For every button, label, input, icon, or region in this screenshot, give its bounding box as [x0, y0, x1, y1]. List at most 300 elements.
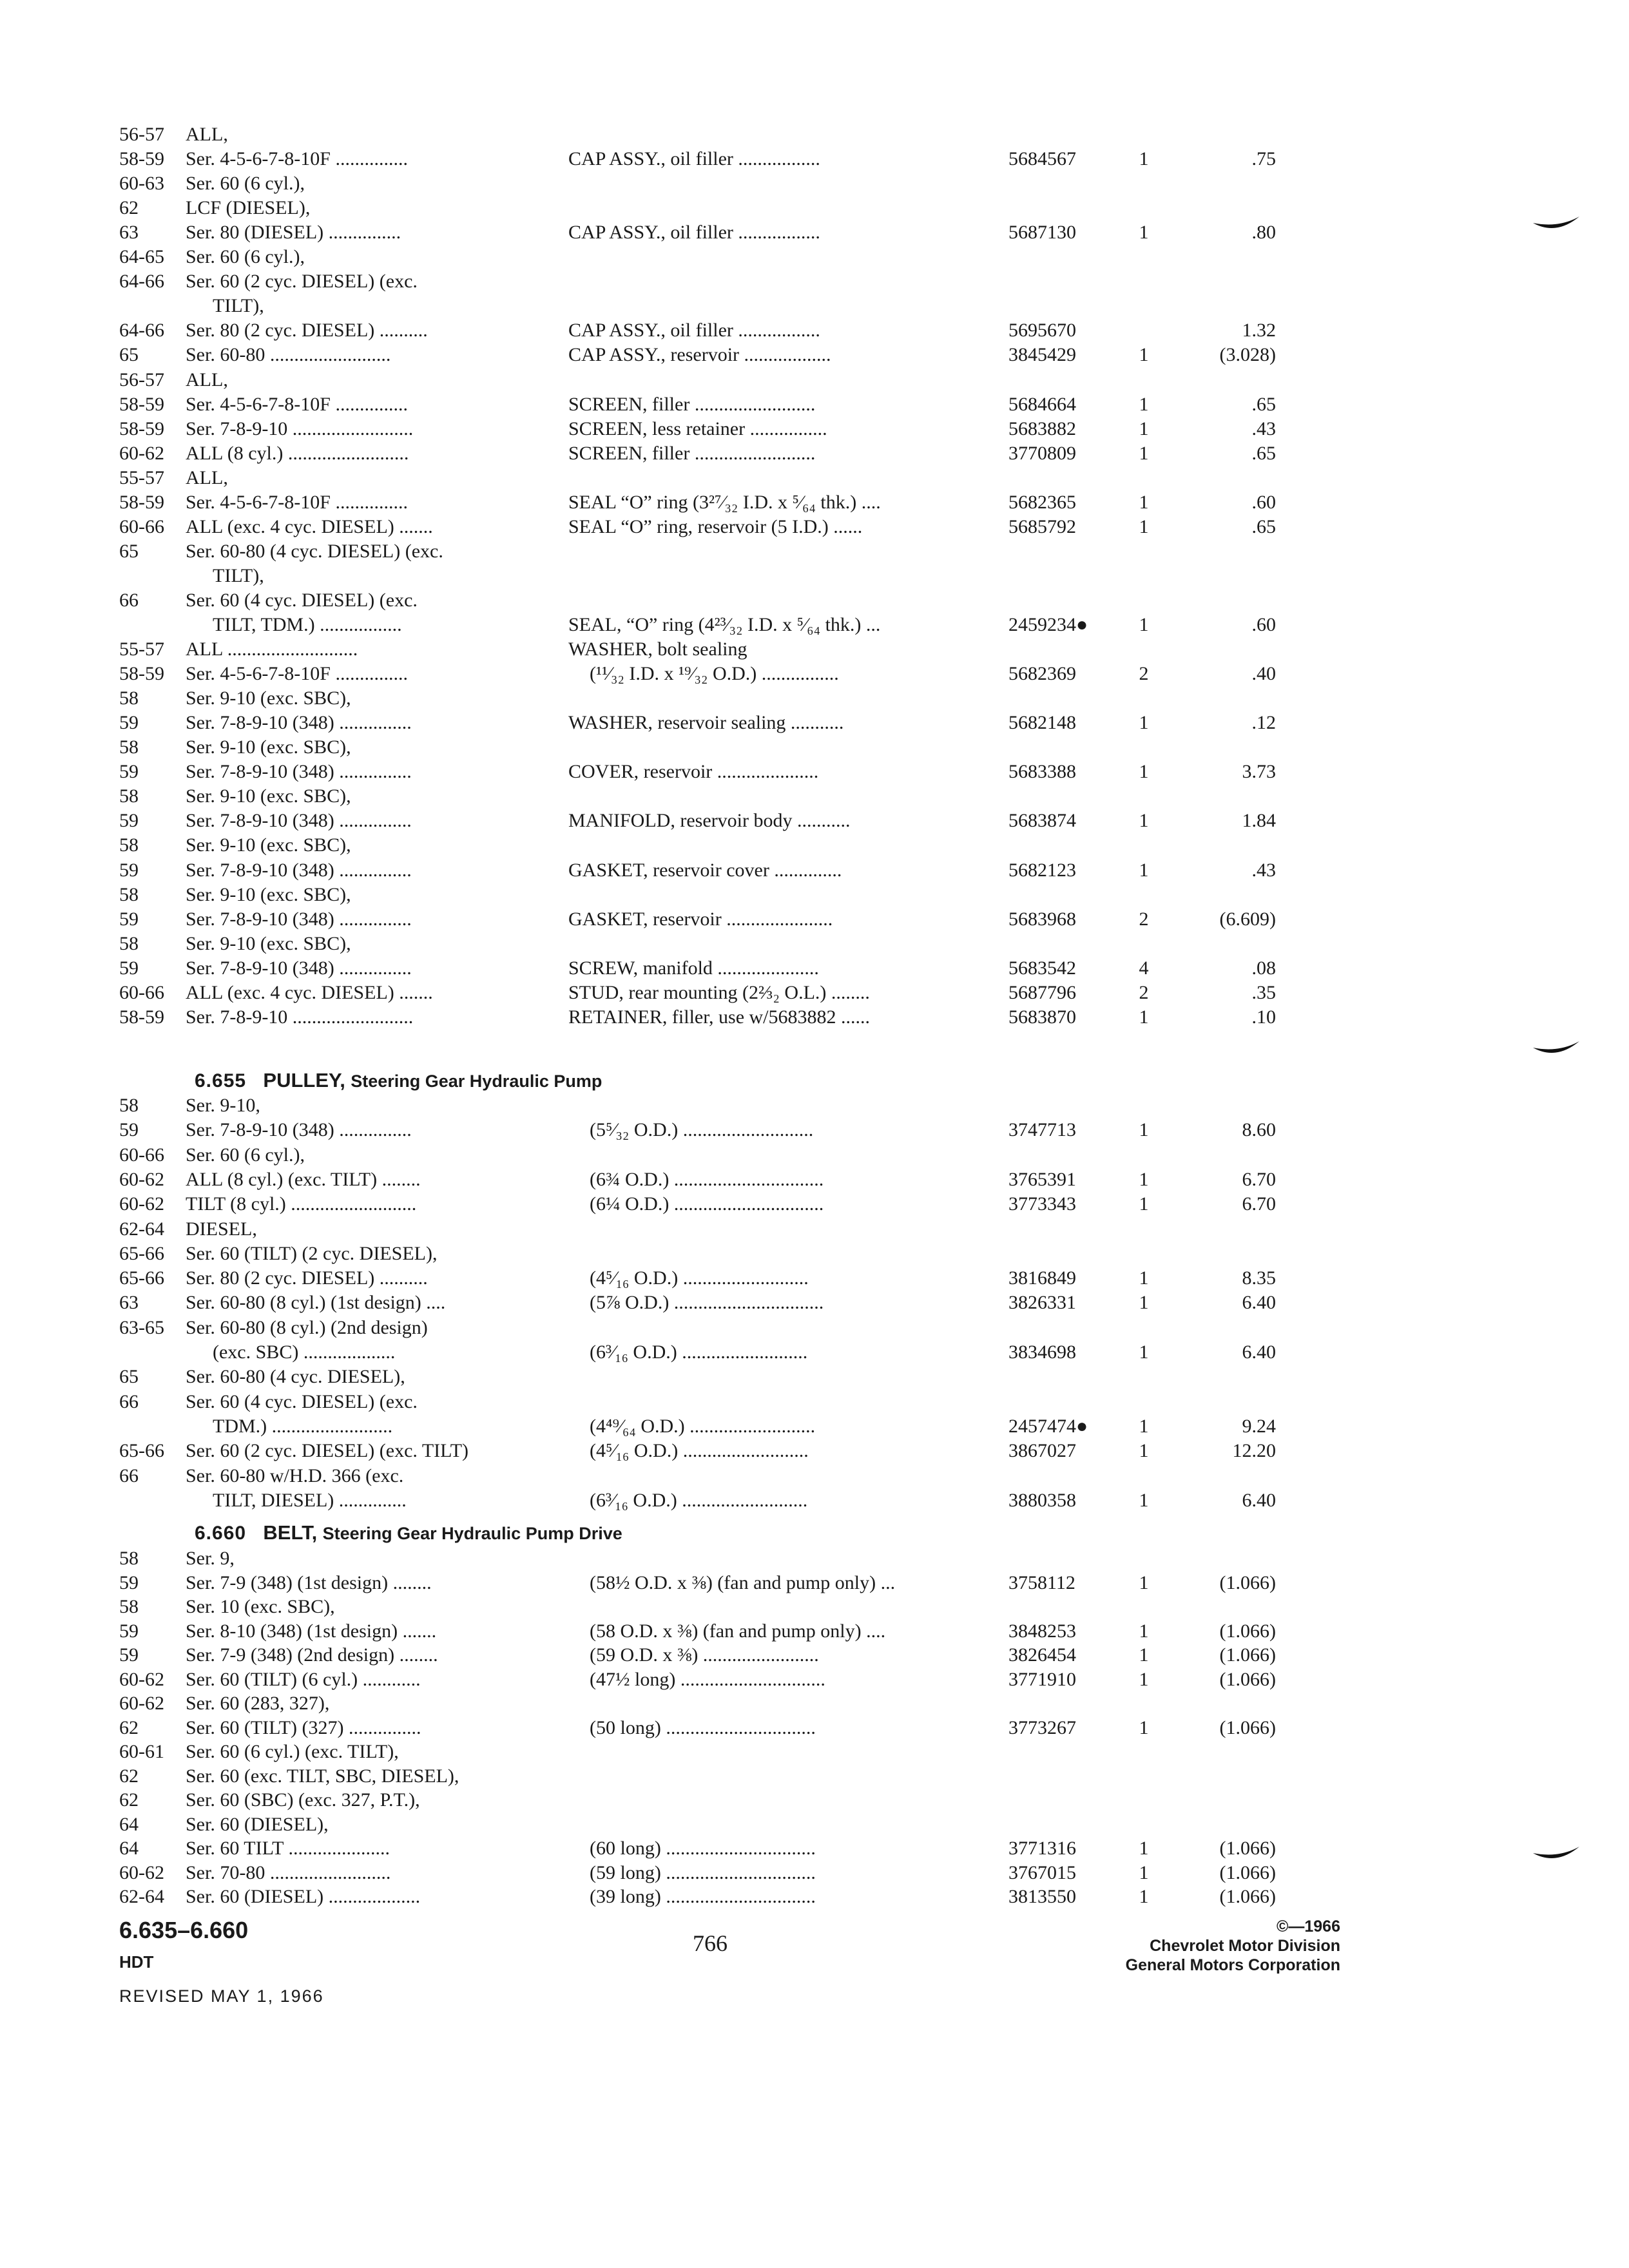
price: .43	[1251, 418, 1276, 439]
table-row	[0, 1217, 1629, 1241]
model-year: 58	[119, 785, 139, 807]
series: Ser. 9-10 (exc. SBC),	[186, 834, 351, 856]
price: (1.066)	[1219, 1644, 1276, 1666]
part-description: SCREEN, filler .........................	[568, 393, 816, 415]
table-row	[0, 122, 1629, 146]
price: 6.40	[1242, 1341, 1276, 1363]
table-row	[0, 686, 1629, 710]
margin-check-mark-icon	[1530, 1037, 1582, 1063]
copyright: ©—1966	[1276, 1917, 1340, 1936]
quantity: 1	[1139, 442, 1149, 464]
model-year: 58	[119, 736, 139, 758]
quantity: 1	[1139, 222, 1149, 244]
table-row	[0, 1192, 1629, 1216]
quantity: 2	[1139, 981, 1149, 1003]
part-number: 5682365	[1008, 491, 1076, 513]
table-row	[0, 1667, 1629, 1691]
price: (3.028)	[1219, 344, 1276, 366]
section-heading-pulley	[195, 1066, 1226, 1095]
table-row	[0, 1316, 1629, 1340]
table-row	[0, 417, 1629, 441]
model-year: 62	[119, 1789, 139, 1811]
series: Ser. 9-10 (exc. SBC),	[186, 932, 351, 954]
model-year: 58-59	[119, 393, 164, 415]
quantity: 1	[1139, 1168, 1149, 1190]
part-description: (¹¹⁄₃₂ I.D. x ¹⁹⁄₃₂ O.D.) ................	[590, 663, 839, 685]
part-number: 3771316	[1008, 1838, 1076, 1859]
series: ALL ...........................	[186, 639, 358, 660]
quantity: 1	[1139, 1644, 1149, 1666]
series: Ser. 9-10 (exc. SBC),	[186, 687, 351, 709]
series: Ser. 10 (exc. SBC),	[186, 1596, 335, 1617]
part-number: 3813550	[1008, 1886, 1076, 1907]
table-row	[0, 392, 1629, 416]
price: .43	[1251, 859, 1276, 881]
table-row	[0, 1571, 1629, 1595]
price: .60	[1251, 614, 1276, 635]
series: Ser. 60-80 (8 cyl.) (1st design) ....	[186, 1292, 446, 1314]
table-row	[0, 147, 1629, 171]
series: Ser. 7-8-9-10 .........................	[186, 1006, 414, 1028]
table-row	[0, 196, 1629, 220]
series: Ser. 7-8-9-10 (348) ...............	[186, 859, 412, 881]
part-description: SCREEN, less retainer ................	[568, 418, 827, 439]
model-year: 62	[119, 197, 139, 219]
section-title: BELT,	[263, 1521, 318, 1544]
table-row	[0, 1643, 1629, 1667]
series: Ser. 7-8-9-10 .........................	[186, 418, 414, 439]
table-row	[0, 637, 1629, 661]
part-description: (6¾ O.D.) ...............................	[590, 1168, 824, 1190]
model-year: 58-59	[119, 491, 164, 513]
part-number: 3765391	[1008, 1168, 1076, 1190]
quantity: 1	[1139, 614, 1149, 635]
part-number: 3880358	[1008, 1489, 1076, 1511]
part-description: CAP ASSY., oil filler .................	[568, 222, 820, 244]
series: Ser. 9-10 (exc. SBC),	[186, 883, 351, 905]
part-description: GASKET, reservoir ......................	[568, 908, 833, 930]
table-row	[0, 220, 1629, 244]
series: Ser. 60 (SBC) (exc. 327, P.T.),	[186, 1789, 420, 1811]
quantity: 1	[1139, 1415, 1149, 1437]
quantity: 2	[1139, 663, 1149, 685]
section-number: 6.660	[195, 1523, 247, 1544]
model-year: 59	[119, 1644, 139, 1666]
price: .80	[1251, 222, 1276, 244]
model-year: 59	[119, 859, 139, 881]
part-description: (6³⁄₁₆ O.D.) ..........................	[590, 1489, 808, 1511]
series: ALL (exc. 4 cyc. DIESEL) .......	[186, 515, 433, 537]
footer-section-range: 6.635–6.660	[119, 1917, 249, 1943]
part-description: (50 long) ...............................	[590, 1716, 816, 1738]
part-number: 5687796	[1008, 981, 1076, 1003]
series: Ser. 60 (TILT) (6 cyl.) ............	[186, 1668, 421, 1690]
table-row	[0, 1439, 1629, 1463]
model-year: 65-66	[119, 1242, 164, 1264]
price: (6.609)	[1219, 908, 1276, 930]
price: (1.066)	[1219, 1668, 1276, 1690]
series: (exc. SBC) ...................	[213, 1341, 396, 1363]
price: 3.73	[1242, 761, 1276, 783]
part-number: 3747713	[1008, 1119, 1076, 1141]
table-row	[0, 809, 1629, 832]
model-year: 64-66	[119, 271, 164, 293]
series: Ser. 70-80 .........................	[186, 1861, 391, 1883]
quantity: 1	[1139, 1440, 1149, 1462]
series: Ser. 7-8-9-10 (348) ...............	[186, 810, 412, 832]
part-number: 3826331	[1008, 1292, 1076, 1314]
table-row	[0, 711, 1629, 735]
model-year: 64	[119, 1838, 139, 1859]
price: (1.066)	[1219, 1716, 1276, 1738]
table-row	[0, 318, 1629, 342]
series: TILT, DIESEL) ..............	[213, 1489, 407, 1511]
table-row	[0, 735, 1629, 759]
price: (1.066)	[1219, 1620, 1276, 1642]
series: ALL,	[186, 466, 228, 488]
part-number: 5682123	[1008, 859, 1076, 881]
series: Ser. 7-8-9-10 (348) ...............	[186, 957, 412, 979]
price: .40	[1251, 663, 1276, 685]
quantity: 1	[1139, 1341, 1149, 1363]
table-row	[0, 883, 1629, 907]
part-description: CAP ASSY., reservoir ..................	[568, 344, 831, 366]
series: Ser. 80 (2 cyc. DIESEL) ..........	[186, 1267, 428, 1289]
part-number: 2457474●	[1008, 1415, 1088, 1437]
quantity: 1	[1139, 1489, 1149, 1511]
series: Ser. 9,	[186, 1548, 235, 1569]
table-row	[0, 858, 1629, 882]
price: (1.066)	[1219, 1571, 1276, 1593]
series: Ser. 7-8-9-10 (348) ...............	[186, 1119, 412, 1141]
quantity: 1	[1139, 859, 1149, 881]
table-row	[0, 833, 1629, 857]
quantity: 1	[1139, 1119, 1149, 1141]
model-year: 59	[119, 1620, 139, 1642]
part-number: 5682369	[1008, 663, 1076, 685]
section-heading-belt	[195, 1519, 1226, 1547]
table-row	[0, 1005, 1629, 1029]
table-row	[0, 613, 1629, 637]
series: Ser. 60 (6 cyl.),	[186, 246, 305, 268]
quantity: 1	[1139, 1861, 1149, 1883]
part-description: CAP ASSY., oil filler .................	[568, 320, 820, 341]
series: Ser. 7-8-9-10 (348) ...............	[186, 761, 412, 783]
model-year: 60-66	[119, 1144, 164, 1166]
quantity: 1	[1139, 712, 1149, 734]
part-description: (5⅞ O.D.) ...............................	[590, 1292, 824, 1314]
series: Ser. 80 (DIESEL) ...............	[186, 222, 401, 244]
price: 6.70	[1242, 1193, 1276, 1215]
table-row	[0, 171, 1629, 195]
table-row	[0, 1812, 1629, 1836]
model-year: 65	[119, 344, 139, 366]
section-subtitle: Steering Gear Hydraulic Pump	[351, 1072, 602, 1091]
series: ALL (8 cyl.) .........................	[186, 442, 409, 464]
series: TILT, TDM.) .................	[213, 614, 402, 635]
part-description: SEAL “O” ring (3²⁷⁄₃₂ I.D. x ⁵⁄₆₄ thk.) ....	[568, 491, 881, 513]
model-year: 64-66	[119, 320, 164, 341]
part-number: 5684664	[1008, 393, 1076, 415]
part-description: SEAL “O” ring, reservoir (5 I.D.) ......	[568, 515, 863, 537]
model-year: 59	[119, 957, 139, 979]
part-description: (59 long) ...............................	[590, 1861, 816, 1883]
table-row	[0, 1740, 1629, 1763]
model-year: 59	[119, 908, 139, 930]
price: 6.40	[1242, 1489, 1276, 1511]
model-year: 65	[119, 1366, 139, 1388]
section-number: 6.655	[195, 1070, 247, 1091]
table-row	[0, 1488, 1629, 1512]
part-number: 3758112	[1008, 1571, 1075, 1593]
part-description: CAP ASSY., oil filler .................	[568, 148, 820, 170]
model-year: 56-57	[119, 369, 164, 390]
quantity: 1	[1139, 515, 1149, 537]
series: Ser. 60 TILT .....................	[186, 1838, 390, 1859]
part-description: (6¼ O.D.) ...............................	[590, 1193, 824, 1215]
table-row	[0, 1619, 1629, 1643]
model-year: 60-62	[119, 1693, 164, 1714]
table-row	[0, 932, 1629, 956]
quantity: 1	[1139, 810, 1149, 832]
table-row	[0, 1291, 1629, 1314]
model-year: 58	[119, 932, 139, 954]
model-year: 63	[119, 1292, 139, 1314]
quantity: 1	[1139, 1668, 1149, 1690]
series: Ser. 60 (6 cyl.),	[186, 173, 305, 195]
model-year: 60-62	[119, 1168, 164, 1190]
part-number: 5683870	[1008, 1006, 1076, 1028]
price: .35	[1251, 981, 1276, 1003]
model-year: 60-62	[119, 1193, 164, 1215]
quantity: 1	[1139, 148, 1149, 170]
price: 6.40	[1242, 1292, 1276, 1314]
model-year: 63	[119, 222, 139, 244]
price: 12.20	[1232, 1440, 1276, 1462]
part-number: 5683968	[1008, 908, 1076, 930]
margin-check-mark-icon	[1530, 213, 1582, 238]
model-year: 63-65	[119, 1316, 164, 1338]
series: DIESEL,	[186, 1218, 257, 1240]
model-year: 65-66	[119, 1267, 164, 1289]
model-year: 62	[119, 1765, 139, 1787]
part-number: 3845429	[1008, 344, 1076, 366]
part-number: 3826454	[1008, 1644, 1076, 1666]
footer-publisher	[1031, 1917, 1340, 1975]
table-row	[0, 956, 1629, 980]
table-row	[0, 662, 1629, 686]
series: Ser. 60-80 (4 cyc. DIESEL) (exc.	[186, 540, 443, 562]
part-description: WASHER, reservoir sealing ...........	[568, 712, 844, 734]
price: .65	[1251, 442, 1276, 464]
series: Ser. 4-5-6-7-8-10F ...............	[186, 148, 408, 170]
series: Ser. 4-5-6-7-8-10F ...............	[186, 663, 408, 685]
margin-check-mark-icon	[1530, 1843, 1582, 1869]
series: TILT (8 cyl.) ..........................	[186, 1193, 417, 1215]
series: Ser. 7-8-9-10 (348) ...............	[186, 908, 412, 930]
page-number: 766	[693, 1930, 728, 1956]
table-row	[0, 1861, 1629, 1885]
model-year: 60-66	[119, 515, 164, 537]
corporation: General Motors Corporation	[1125, 1956, 1340, 1974]
table-row	[0, 343, 1629, 367]
part-number: 3848253	[1008, 1620, 1076, 1642]
part-number: 3771910	[1008, 1668, 1076, 1690]
quantity: 1	[1139, 1571, 1149, 1593]
price: 6.70	[1242, 1168, 1276, 1190]
model-year: 60-66	[119, 981, 164, 1003]
part-number: 5683874	[1008, 810, 1076, 832]
model-year: 64	[119, 1813, 139, 1835]
table-row	[0, 1595, 1629, 1619]
model-year: 60-62	[119, 1861, 164, 1883]
part-number: 3767015	[1008, 1861, 1076, 1883]
series: Ser. 60 (exc. TILT, SBC, DIESEL),	[186, 1765, 459, 1787]
series: Ser. 7-8-9-10 (348) ...............	[186, 712, 412, 734]
table-row	[0, 245, 1629, 269]
part-number: 5683542	[1008, 957, 1076, 979]
model-year: 55-57	[119, 639, 164, 660]
model-year: 66	[119, 1465, 139, 1486]
part-description: SEAL, “O” ring (4²³⁄₃₂ I.D. x ⁵⁄₆₄ thk.) ...	[568, 614, 881, 635]
quantity: 1	[1139, 1886, 1149, 1907]
section-title: PULLEY,	[263, 1069, 345, 1091]
part-description: WASHER, bolt sealing	[568, 639, 747, 660]
section-subtitle: Steering Gear Hydraulic Pump Drive	[322, 1524, 622, 1543]
part-description: (58 O.D. x ⅜) (fan and pump only) ....	[590, 1620, 886, 1642]
series: Ser. 8-10 (348) (1st design) .......	[186, 1620, 437, 1642]
quantity: 1	[1139, 1292, 1149, 1314]
model-year: 59	[119, 761, 139, 783]
part-number: 5695670	[1008, 320, 1076, 341]
table-row	[0, 441, 1629, 465]
part-number: 3816849	[1008, 1267, 1076, 1289]
table-row	[0, 1464, 1629, 1488]
series: Ser. 9-10 (exc. SBC),	[186, 785, 351, 807]
part-description: COVER, reservoir .....................	[568, 761, 819, 783]
series: ALL (exc. 4 cyc. DIESEL) .......	[186, 981, 433, 1003]
footer-revised-date: REVISED MAY 1, 1966	[119, 1986, 324, 2006]
price: 8.60	[1242, 1119, 1276, 1141]
table-row	[0, 564, 1629, 588]
part-description: (5⁵⁄₃₂ O.D.) ...........................	[590, 1119, 814, 1141]
price: 1.32	[1242, 320, 1276, 341]
table-row	[0, 1836, 1629, 1860]
series: Ser. 60 (4 cyc. DIESEL) (exc.	[186, 1390, 418, 1412]
series: Ser. 60-80 .........................	[186, 344, 391, 366]
quantity: 1	[1139, 1620, 1149, 1642]
model-year: 60-62	[119, 442, 164, 464]
model-year: 65	[119, 540, 139, 562]
quantity: 1	[1139, 393, 1149, 415]
series: Ser. 60 (6 cyl.) (exc. TILT),	[186, 1741, 399, 1762]
series: Ser. 4-5-6-7-8-10F ...............	[186, 393, 408, 415]
table-row	[0, 760, 1629, 783]
series: Ser. 60 (DIESEL) ...................	[186, 1886, 421, 1907]
model-year: 58-59	[119, 663, 164, 685]
model-year: 60-61	[119, 1741, 164, 1762]
quantity: 1	[1139, 418, 1149, 439]
series: TILT),	[213, 564, 264, 586]
table-row	[0, 1788, 1629, 1812]
model-year: 62-64	[119, 1218, 164, 1240]
price: .12	[1251, 712, 1276, 734]
table-row	[0, 1340, 1629, 1364]
model-year: 56-57	[119, 124, 164, 145]
quantity: 2	[1139, 908, 1149, 930]
price: 8.35	[1242, 1267, 1276, 1289]
part-description: (4⁴⁹⁄₆₄ O.D.) ..........................	[590, 1415, 816, 1437]
price: (1.066)	[1219, 1838, 1276, 1859]
table-row	[0, 1266, 1629, 1290]
price: .75	[1251, 148, 1276, 170]
part-number: 5682148	[1008, 712, 1076, 734]
series: Ser. 9-10,	[186, 1095, 260, 1116]
quantity: 1	[1139, 761, 1149, 783]
table-row	[0, 588, 1629, 612]
part-number: 3834698	[1008, 1341, 1076, 1363]
price: .60	[1251, 491, 1276, 513]
table-row	[0, 1716, 1629, 1740]
table-row	[0, 1168, 1629, 1191]
model-year: 55-57	[119, 466, 164, 488]
series: Ser. 60 (283, 327),	[186, 1693, 330, 1714]
table-row	[0, 784, 1629, 808]
part-number: 3773343	[1008, 1193, 1076, 1215]
price: .08	[1251, 957, 1276, 979]
part-number: 2459234●	[1008, 614, 1088, 635]
part-number: 3770809	[1008, 442, 1076, 464]
quantity: 1	[1139, 1838, 1149, 1859]
part-description: RETAINER, filler, use w/5683882 ......	[568, 1006, 871, 1028]
part-description: SCREW, manifold .....................	[568, 957, 819, 979]
part-description: (47½ long) ..............................	[590, 1668, 825, 1690]
division: Chevrolet Motor Division	[1150, 1937, 1340, 1955]
part-description: (58½ O.D. x ⅜) (fan and pump only) ...	[590, 1571, 896, 1593]
series: LCF (DIESEL),	[186, 197, 311, 219]
series: Ser. 80 (2 cyc. DIESEL) ..........	[186, 320, 428, 341]
part-number: 5683882	[1008, 418, 1076, 439]
table-row	[0, 1242, 1629, 1265]
quantity: 1	[1139, 1193, 1149, 1215]
quantity: 1	[1139, 491, 1149, 513]
series: Ser. 60-80 (4 cyc. DIESEL),	[186, 1366, 405, 1388]
series: TDM.) .........................	[213, 1415, 393, 1437]
quantity: 4	[1139, 957, 1149, 979]
model-year: 66	[119, 1390, 139, 1412]
model-year: 60-62	[119, 1668, 164, 1690]
table-row	[0, 1691, 1629, 1715]
quantity: 1	[1139, 1267, 1149, 1289]
model-year: 64-65	[119, 246, 164, 268]
model-year: 59	[119, 810, 139, 832]
series: Ser. 60-80 w/H.D. 366 (exc.	[186, 1465, 404, 1486]
price: .65	[1251, 393, 1276, 415]
quantity: 1	[1139, 1716, 1149, 1738]
table-row	[0, 1764, 1629, 1788]
quantity: 1	[1139, 344, 1149, 366]
price: 9.24	[1242, 1415, 1276, 1437]
table-row	[0, 1118, 1629, 1142]
model-year: 58	[119, 883, 139, 905]
series: Ser. 60 (4 cyc. DIESEL) (exc.	[186, 589, 418, 611]
part-number: 3773267	[1008, 1716, 1076, 1738]
table-row	[0, 294, 1629, 318]
model-year: 58	[119, 1596, 139, 1617]
price: .10	[1251, 1006, 1276, 1028]
table-row	[0, 1414, 1629, 1438]
part-description: (39 long) ...............................	[590, 1886, 816, 1907]
